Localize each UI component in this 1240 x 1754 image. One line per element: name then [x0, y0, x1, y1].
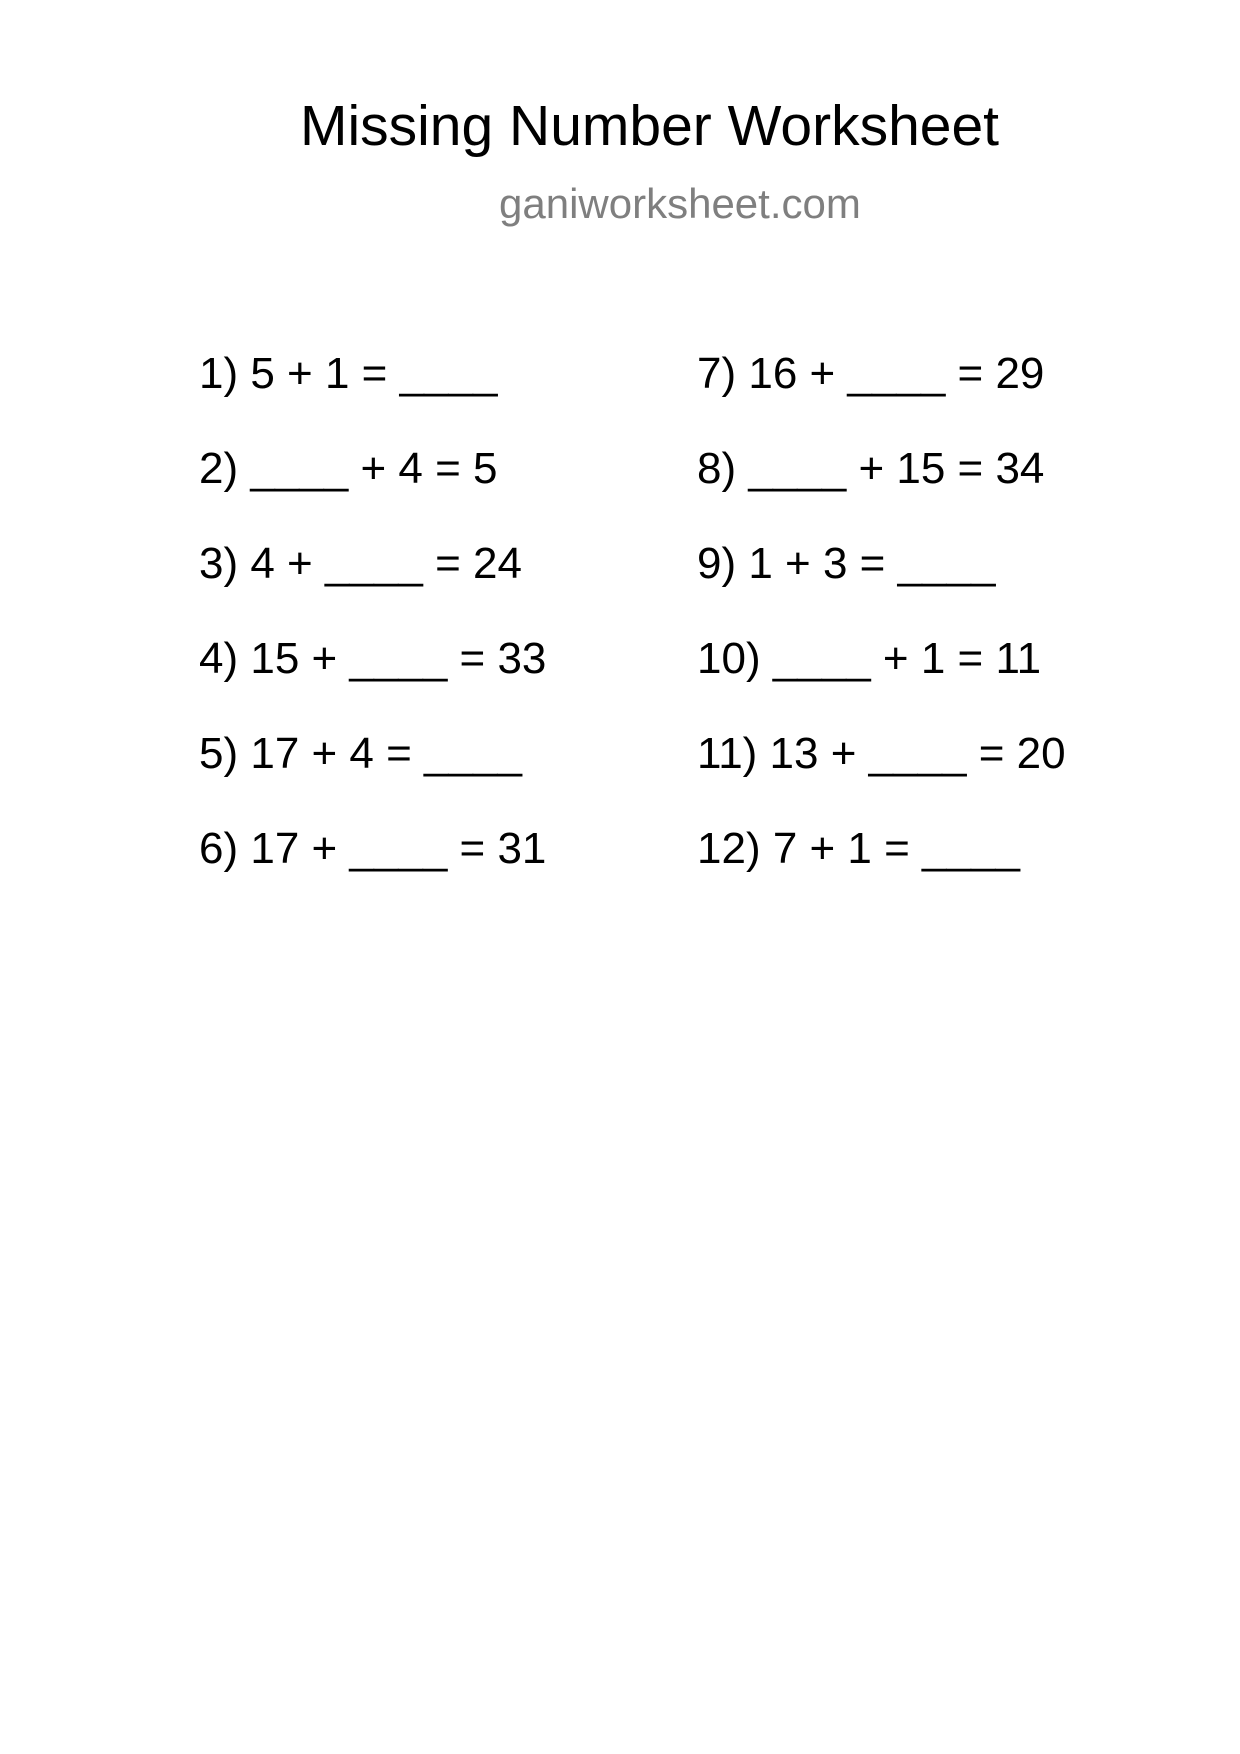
problem-6: 6) 17 + ____ = 31 [199, 824, 547, 873]
problem-3: 3) 4 + ____ = 24 [199, 539, 522, 588]
problem-10: 10) ____ + 1 = 11 [697, 634, 1042, 683]
website-url: ganiworksheet.com [499, 180, 861, 227]
problem-12: 12) 7 + 1 = ____ [697, 824, 1020, 873]
problem-7: 7) 16 + ____ = 29 [697, 349, 1045, 398]
page-title: Missing Number Worksheet [300, 94, 1000, 158]
problem-11: 11) 13 + ____ = 20 [697, 729, 1066, 778]
problem-grid [199, 349, 1099, 873]
problem-4: 4) 15 + ____ = 33 [199, 634, 547, 683]
problem-1: 1) 5 + 1 = ____ [199, 349, 498, 398]
problem-9: 9) 1 + 3 = ____ [697, 539, 996, 588]
problem-8: 8) ____ + 15 = 34 [697, 444, 1045, 493]
problem-2: 2) ____ + 4 = 5 [199, 444, 498, 493]
problem-5: 5) 17 + 4 = ____ [199, 729, 522, 778]
problem-column-right [697, 349, 1066, 922]
problem-column-left [199, 349, 547, 922]
